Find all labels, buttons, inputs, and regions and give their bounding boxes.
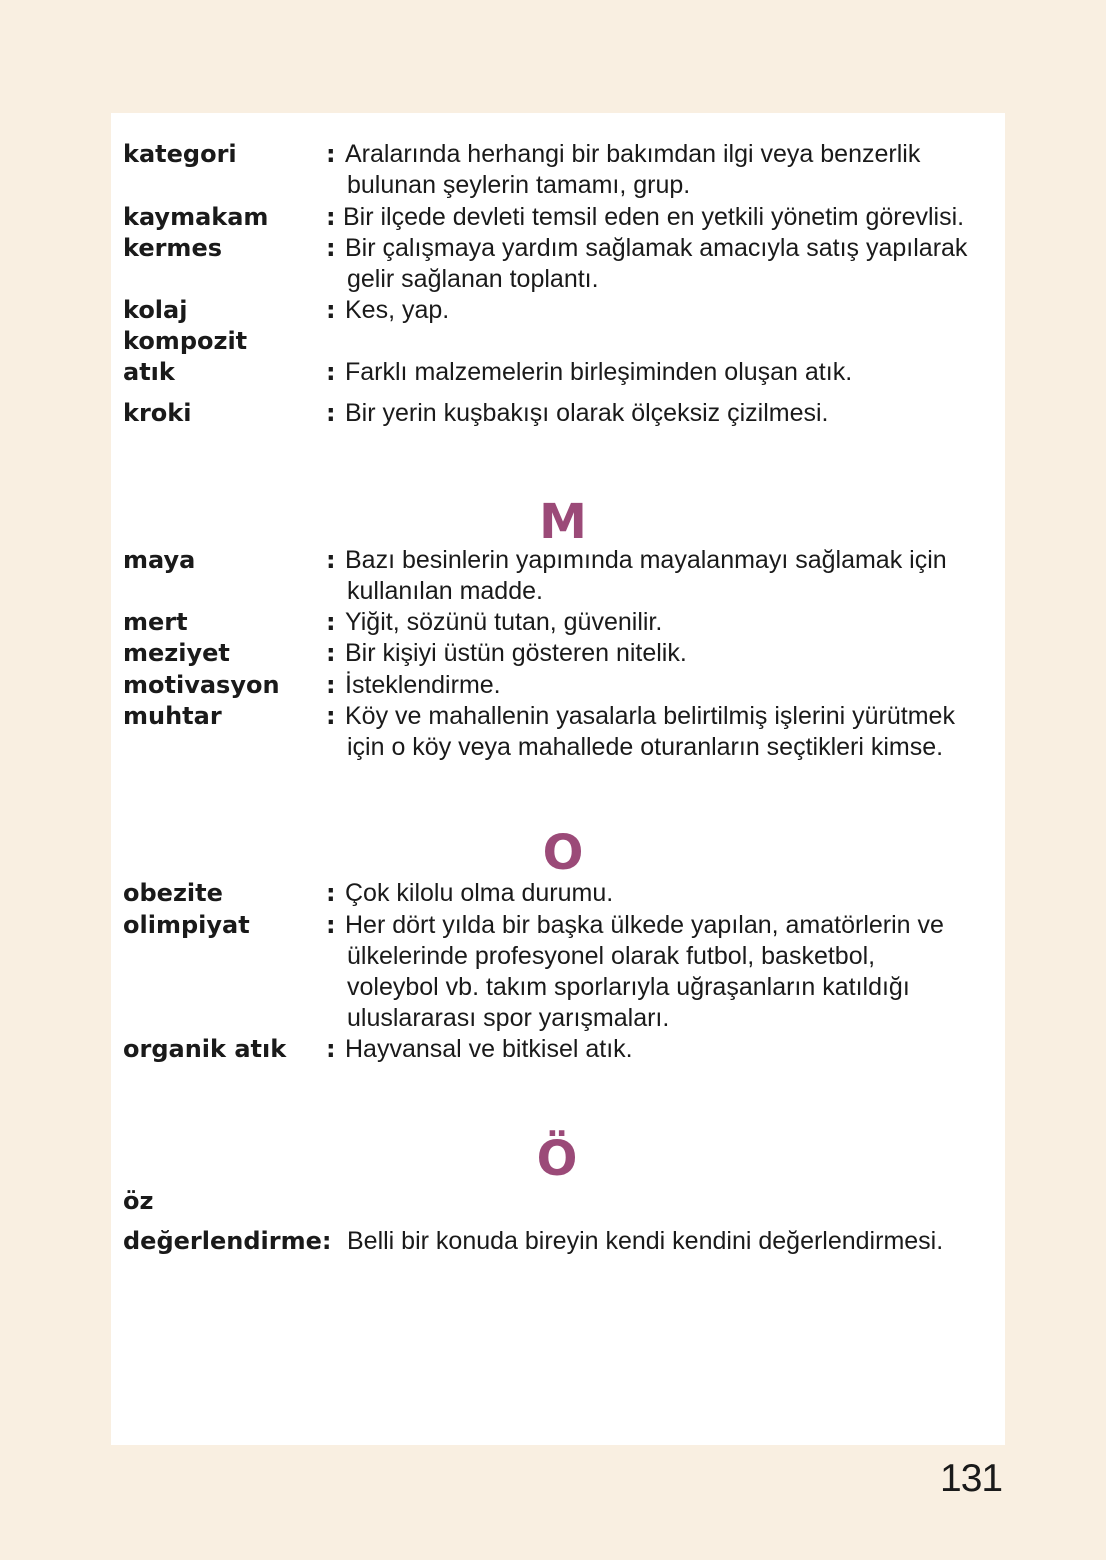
colon-separator: : bbox=[326, 608, 336, 636]
colon-separator: : bbox=[326, 140, 336, 168]
glossary-term: motivasyon bbox=[123, 671, 280, 699]
definition-line: Kes, yap. bbox=[345, 296, 450, 324]
glossary-definition bbox=[345, 607, 1005, 638]
colon-separator: : bbox=[326, 296, 336, 324]
definition-line: Çok kilolu olma durumu. bbox=[345, 879, 614, 907]
glossary-definition bbox=[345, 545, 1005, 607]
glossary-term: kategori bbox=[123, 140, 237, 168]
definition-line: Bir kişiyi üstün gösteren nitelik. bbox=[345, 639, 687, 667]
colon-separator: : bbox=[326, 546, 336, 574]
glossary-term: kroki bbox=[123, 399, 192, 427]
section-letter-o: O bbox=[542, 825, 584, 881]
glossary-term: kaymakam bbox=[123, 203, 269, 231]
glossary-term: olimpiyat bbox=[123, 911, 250, 939]
glossary-definition bbox=[345, 398, 1005, 429]
glossary-definition bbox=[345, 1034, 1005, 1065]
glossary-term: maya bbox=[123, 546, 196, 574]
definition-line: Farklı malzemelerin birleşiminden oluşan atık. bbox=[345, 358, 853, 386]
definition-line: uluslararası spor yarışmaları. bbox=[347, 1004, 670, 1032]
glossary-definition bbox=[345, 910, 1005, 1034]
colon-separator: : bbox=[326, 879, 336, 907]
glossary-definition bbox=[345, 638, 1005, 669]
section-letter-m: M bbox=[539, 494, 587, 550]
colon-separator: : bbox=[326, 203, 336, 231]
definition-line: Yiğit, sözünü tutan, güvenilir. bbox=[345, 608, 663, 636]
definition-line: gelir sağlanan toplantı. bbox=[347, 265, 599, 293]
definition-line: bulunan şeylerin tamamı, grup. bbox=[347, 171, 691, 199]
colon-separator: : bbox=[326, 671, 336, 699]
glossary-term: muhtar bbox=[123, 702, 222, 730]
definition-line: Bir çalışmaya yardım sağlamak amacıyla satış yapılarak bbox=[345, 234, 968, 262]
glossary-term-line: değerlendirme: bbox=[123, 1227, 332, 1255]
colon-separator: : bbox=[326, 639, 336, 667]
glossary-definition bbox=[345, 878, 1005, 909]
glossary-term: mert bbox=[123, 608, 188, 636]
page-number: 131 bbox=[940, 1457, 1003, 1500]
glossary-definition bbox=[343, 202, 1003, 233]
glossary-term-line: öz bbox=[123, 1187, 154, 1215]
definition-line: kullanılan madde. bbox=[347, 577, 543, 605]
glossary-term: kermes bbox=[123, 234, 222, 262]
glossary-definition bbox=[345, 357, 1005, 388]
definition-line: Bir ilçede devleti temsil eden en yetkili yönetim görevlisi. bbox=[343, 203, 965, 231]
glossary-term: organik atık bbox=[123, 1035, 287, 1063]
glossary-term bbox=[123, 326, 247, 388]
colon-separator: : bbox=[326, 358, 336, 386]
definition-line: İsteklendirme. bbox=[345, 671, 501, 699]
definition-line: Bir yerin kuşbakışı olarak ölçeksiz çizilmesi. bbox=[345, 399, 829, 427]
definition-line: ülkelerinde profesyonel olarak futbol, basketbol, bbox=[347, 942, 876, 970]
glossary-definition bbox=[345, 139, 1005, 201]
term-line: atık bbox=[123, 358, 175, 386]
glossary-definition bbox=[345, 233, 1005, 295]
glossary-term: kolaj bbox=[123, 296, 188, 324]
colon-separator: : bbox=[326, 234, 336, 262]
definition-line: Köy ve mahallenin yasalarla belirtilmiş işlerini yürütmek bbox=[345, 702, 955, 730]
term-line: kompozit bbox=[123, 327, 248, 355]
glossary-definition: Belli bir konuda bireyin kendi kendini değerlendirmesi. bbox=[347, 1227, 944, 1255]
glossary-panel bbox=[111, 113, 1005, 1445]
glossary-term: meziyet bbox=[123, 639, 230, 667]
definition-line: Hayvansal ve bitkisel atık. bbox=[345, 1035, 633, 1063]
definition-line: Her dört yılda bir başka ülkede yapılan, amatörlerin ve bbox=[345, 911, 944, 939]
colon-separator: : bbox=[326, 911, 336, 939]
definition-line: voleybol vb. takım sporlarıyla uğraşanların katıldığı bbox=[347, 973, 910, 1001]
glossary-definition bbox=[345, 701, 1005, 763]
colon-separator: : bbox=[326, 702, 336, 730]
definition-line: için o köy veya mahallede oturanların seçtikleri kimse. bbox=[347, 733, 944, 761]
glossary-definition bbox=[345, 295, 1005, 326]
colon-separator: : bbox=[326, 1035, 336, 1063]
glossary-definition bbox=[345, 670, 1005, 701]
section-letter-oe: Ö bbox=[536, 1131, 578, 1187]
glossary-term: obezite bbox=[123, 879, 223, 907]
colon-separator: : bbox=[326, 399, 336, 427]
definition-line: Aralarında herhangi bir bakımdan ilgi veya benzerlik bbox=[345, 140, 921, 168]
definition-line: Bazı besinlerin yapımında mayalanmayı sağlamak için bbox=[345, 546, 947, 574]
